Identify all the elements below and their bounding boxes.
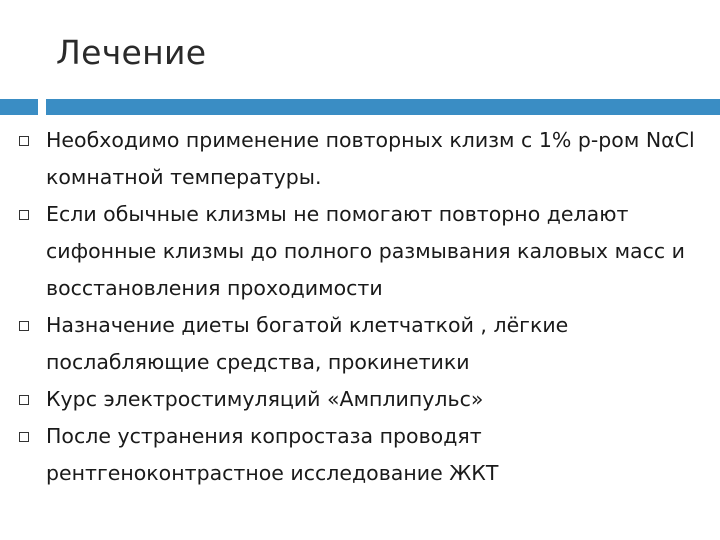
slide-title: Лечение <box>56 33 207 72</box>
bullet-list <box>0 122 720 492</box>
bullet-text: После устранения копростаза проводят рентгеноконтрастное исследование ЖКТ <box>46 424 499 485</box>
square-bullet-icon <box>19 136 29 146</box>
square-bullet-icon <box>19 395 29 405</box>
square-bullet-icon <box>19 432 29 442</box>
bullet-text: Назначение диеты богатой клетчаткой , лёгкие послабляющие средства, прокинетики <box>46 313 569 374</box>
title-rule-accent-right <box>46 99 720 115</box>
bullet-text: Если обычные клизмы не помогают повторно делают сифонные клизмы до полного размывания каловых масс и восстановления проходимости <box>46 202 685 300</box>
bullet-item <box>46 307 716 381</box>
bullet-item <box>46 381 716 418</box>
bullet-text: Необходимо применение повторных клизм с 1% р-ром NαCl комнатной температуры. <box>46 128 695 189</box>
bullet-text: Курс электростимуляций «Амплипульс» <box>46 387 484 411</box>
bullet-item <box>46 418 716 492</box>
bullet-item <box>46 196 716 307</box>
square-bullet-icon <box>19 321 29 331</box>
square-bullet-icon <box>19 210 29 220</box>
title-rule-accent-left <box>0 99 38 115</box>
bullet-item <box>46 122 716 196</box>
